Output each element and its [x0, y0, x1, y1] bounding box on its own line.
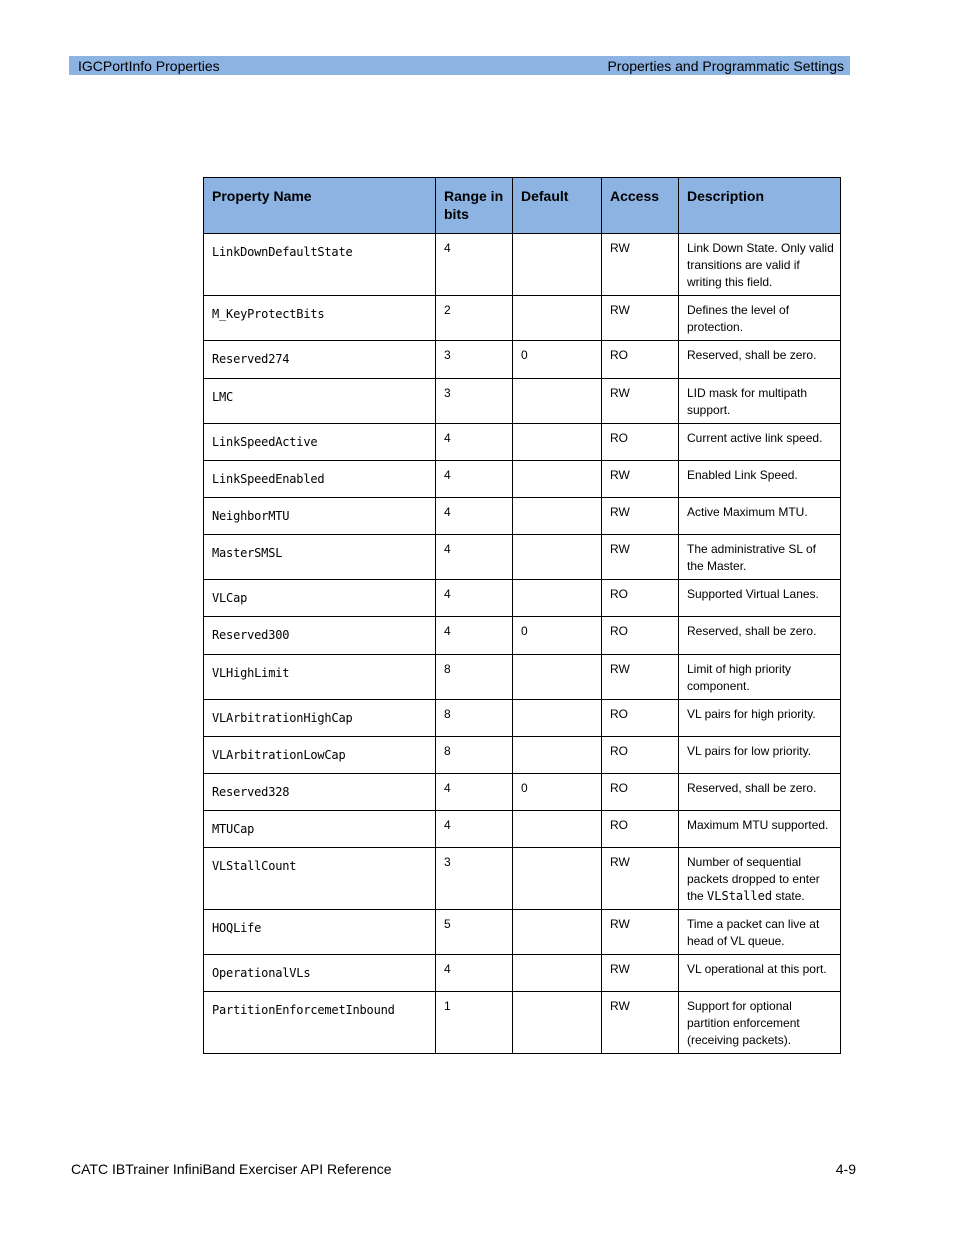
- range-cell: 4: [436, 535, 513, 580]
- range-cell: 4: [436, 580, 513, 617]
- column-header-access: Access: [602, 178, 679, 234]
- table-row: [204, 737, 841, 774]
- table-row: [204, 296, 841, 341]
- description-text: state.: [772, 889, 805, 903]
- default-cell: [513, 992, 602, 1054]
- access-cell: RO: [602, 737, 679, 774]
- access-cell: RW: [602, 535, 679, 580]
- description-cell: LID mask for multipath support.: [679, 379, 841, 424]
- description-cell: VL operational at this port.: [679, 955, 841, 992]
- property-name-cell: HOQLife: [204, 910, 436, 955]
- property-name-cell: VLCap: [204, 580, 436, 617]
- default-cell: [513, 296, 602, 341]
- property-name-cell: LinkSpeedActive: [204, 424, 436, 461]
- access-cell: RO: [602, 700, 679, 737]
- property-name-cell: VLHighLimit: [204, 655, 436, 700]
- range-cell: 8: [436, 700, 513, 737]
- property-name-cell: LinkSpeedEnabled: [204, 461, 436, 498]
- range-cell: 4: [436, 498, 513, 535]
- column-header-property-name: Property Name: [204, 178, 436, 234]
- default-cell: [513, 811, 602, 848]
- table-row: [204, 992, 841, 1054]
- description-cell: VL pairs for high priority.: [679, 700, 841, 737]
- access-cell: RW: [602, 655, 679, 700]
- property-name-cell: PartitionEnforcemetInbound: [204, 992, 436, 1054]
- default-cell: 0: [513, 341, 602, 379]
- table-header-row: [204, 178, 841, 234]
- access-cell: RW: [602, 379, 679, 424]
- property-name-cell: VLArbitrationLowCap: [204, 737, 436, 774]
- range-cell: 4: [436, 234, 513, 296]
- table-row: [204, 811, 841, 848]
- table-row: [204, 234, 841, 296]
- access-cell: RO: [602, 774, 679, 811]
- property-name-cell: M_KeyProtectBits: [204, 296, 436, 341]
- property-name-cell: VLStallCount: [204, 848, 436, 910]
- running-header: [69, 56, 850, 75]
- table-row: [204, 498, 841, 535]
- default-cell: [513, 498, 602, 535]
- range-cell: 2: [436, 296, 513, 341]
- table-row: [204, 910, 841, 955]
- default-cell: [513, 655, 602, 700]
- property-name-cell: NeighborMTU: [204, 498, 436, 535]
- table-row: [204, 848, 841, 910]
- description-cell: VL pairs for low priority.: [679, 737, 841, 774]
- range-cell: 3: [436, 341, 513, 379]
- access-cell: RO: [602, 341, 679, 379]
- default-cell: [513, 379, 602, 424]
- range-cell: 3: [436, 848, 513, 910]
- default-cell: [513, 580, 602, 617]
- table-row: [204, 461, 841, 498]
- table-row: [204, 341, 841, 379]
- description-cell: Limit of high priority component.: [679, 655, 841, 700]
- range-cell: 4: [436, 774, 513, 811]
- description-cell: Reserved, shall be zero.: [679, 774, 841, 811]
- description-cell: Reserved, shall be zero.: [679, 341, 841, 379]
- property-name-cell: LMC: [204, 379, 436, 424]
- access-cell: RO: [602, 811, 679, 848]
- description-cell: Maximum MTU supported.: [679, 811, 841, 848]
- access-cell: RW: [602, 992, 679, 1054]
- table-row: [204, 700, 841, 737]
- column-header-description: Description: [679, 178, 841, 234]
- default-cell: [513, 910, 602, 955]
- default-cell: [513, 737, 602, 774]
- table-row: [204, 774, 841, 811]
- property-name-cell: LinkDownDefaultState: [204, 234, 436, 296]
- description-code: VLStalled: [707, 889, 773, 903]
- header-chapter-title: Properties and Programmatic Settings: [607, 57, 844, 74]
- description-text: Number of sequential packets dropped to enter the: [687, 855, 820, 903]
- range-cell: 8: [436, 655, 513, 700]
- table-row: [204, 580, 841, 617]
- property-name-cell: OperationalVLs: [204, 955, 436, 992]
- range-cell: 4: [436, 617, 513, 655]
- column-header-default: Default: [513, 178, 602, 234]
- range-cell: 4: [436, 811, 513, 848]
- description-cell: Enabled Link Speed.: [679, 461, 841, 498]
- access-cell: RW: [602, 955, 679, 992]
- access-cell: RW: [602, 296, 679, 341]
- properties-table: [203, 177, 841, 1054]
- description-cell: Active Maximum MTU.: [679, 498, 841, 535]
- property-name-cell: MTUCap: [204, 811, 436, 848]
- table-row: [204, 379, 841, 424]
- access-cell: RO: [602, 617, 679, 655]
- access-cell: RW: [602, 498, 679, 535]
- property-name-cell: Reserved300: [204, 617, 436, 655]
- default-cell: [513, 955, 602, 992]
- table-row: [204, 424, 841, 461]
- range-cell: 4: [436, 424, 513, 461]
- description-cell: Reserved, shall be zero.: [679, 617, 841, 655]
- default-cell: [513, 461, 602, 498]
- column-header-range: Range in bits: [436, 178, 513, 234]
- footer-document-title: CATC IBTrainer InfiniBand Exerciser API Reference: [71, 1161, 392, 1177]
- table-row: [204, 955, 841, 992]
- default-cell: [513, 700, 602, 737]
- table-row: [204, 535, 841, 580]
- table-row: [204, 617, 841, 655]
- default-cell: [513, 424, 602, 461]
- range-cell: 4: [436, 461, 513, 498]
- property-name-cell: VLArbitrationHighCap: [204, 700, 436, 737]
- access-cell: RW: [602, 848, 679, 910]
- description-cell: Supported Virtual Lanes.: [679, 580, 841, 617]
- property-name-cell: Reserved328: [204, 774, 436, 811]
- description-cell: The administrative SL of the Master.: [679, 535, 841, 580]
- default-cell: [513, 234, 602, 296]
- description-cell: [679, 848, 841, 910]
- description-cell: Time a packet can live at head of VL queue.: [679, 910, 841, 955]
- range-cell: 8: [436, 737, 513, 774]
- property-name-cell: MasterSMSL: [204, 535, 436, 580]
- description-cell: Defines the level of protection.: [679, 296, 841, 341]
- default-cell: 0: [513, 774, 602, 811]
- access-cell: RO: [602, 424, 679, 461]
- range-cell: 4: [436, 955, 513, 992]
- access-cell: RO: [602, 580, 679, 617]
- table-body: [204, 234, 841, 1054]
- property-name-cell: Reserved274: [204, 341, 436, 379]
- access-cell: RW: [602, 461, 679, 498]
- description-cell: Current active link speed.: [679, 424, 841, 461]
- access-cell: RW: [602, 234, 679, 296]
- default-cell: 0: [513, 617, 602, 655]
- range-cell: 5: [436, 910, 513, 955]
- table-row: [204, 655, 841, 700]
- header-section-title: IGCPortInfo Properties: [78, 57, 220, 74]
- access-cell: RW: [602, 910, 679, 955]
- description-cell: Support for optional partition enforcement (receiving packets).: [679, 992, 841, 1054]
- description-cell: Link Down State. Only valid transitions are valid if writing this field.: [679, 234, 841, 296]
- default-cell: [513, 535, 602, 580]
- range-cell: 1: [436, 992, 513, 1054]
- footer-page-number: 4-9: [835, 1161, 856, 1177]
- range-cell: 3: [436, 379, 513, 424]
- default-cell: [513, 848, 602, 910]
